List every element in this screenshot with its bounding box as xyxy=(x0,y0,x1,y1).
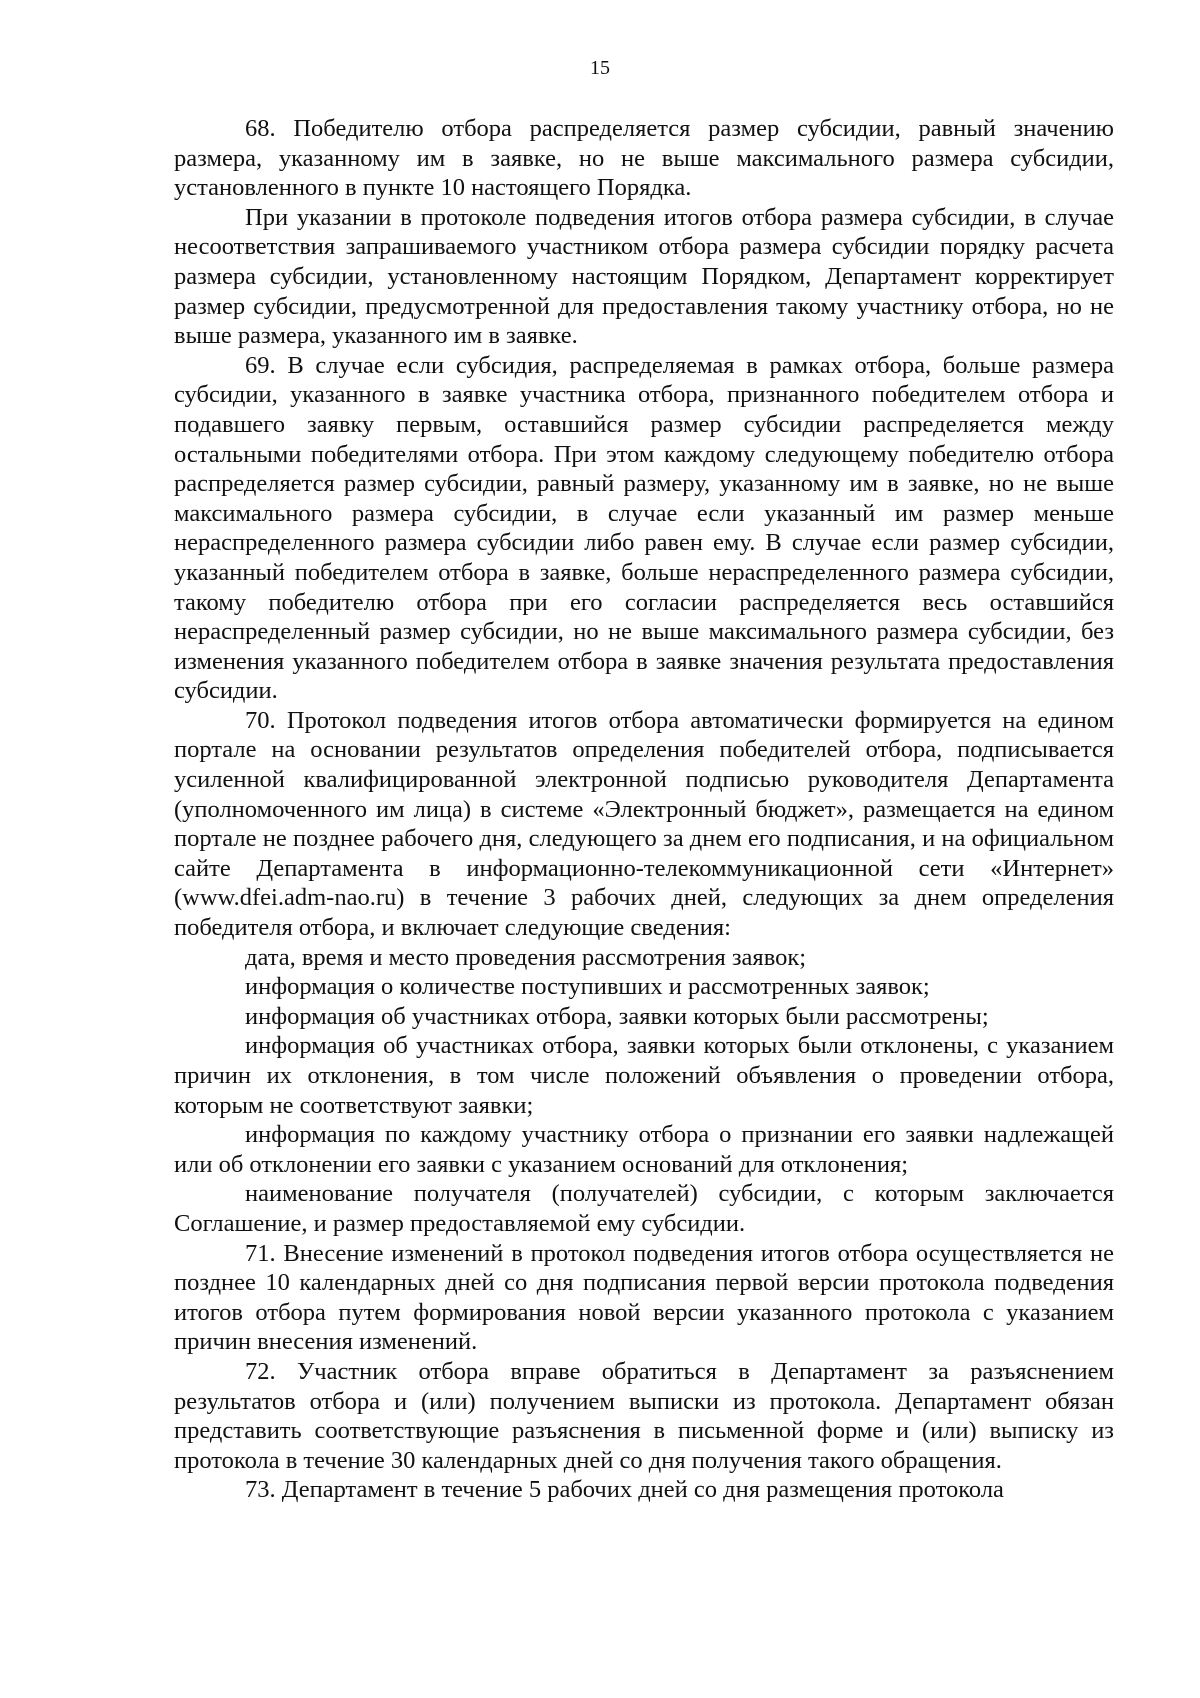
paragraph-73: 73. Департамент в течение 5 рабочих дней со дня размещения протокола xyxy=(245,1476,1004,1504)
list-item-rejected: информация об участниках отбора, заявки которых были отклонены, с указанием причин их отклонения, в том числе положений объявления о проведении отбора, которым не соответствуют заявки; xyxy=(174,1032,1114,1119)
list-item-reviewed: информация об участниках отбора, заявки которых были рассмотрены; xyxy=(245,1002,989,1030)
list-item-count: информация о количестве поступивших и рассмотренных заявок; xyxy=(245,973,930,1001)
list-item-recipient: наименование получателя (получателей) субсидии, с которым заключается Соглашение, и размер предоставляемой ему субсидии. xyxy=(174,1180,1114,1237)
list-item-each-participant: информация по каждому участнику отбора о признании его заявки надлежащей или об отклонении его заявки с указанием оснований для отклонения; xyxy=(174,1121,1114,1178)
paragraph-69: 69. В случае если субсидия, распределяемая в рамках отбора, больше размера субсидии, указанного в заявке участника отбора, признанного победителем отбора и подавшего заявку первым, оставшийся размер субсидии распределяется между остальными победителями отбора. При этом каждому следующему победителю отбора распределяется размер субсидии, равный размеру, указанному им в заявке, но не выше максимального размера субсидии, в случае если указанный им размер меньше нераспределенного размера субсидии либо равен ему. В случае если размер субсидии, указанный победителем отбора в заявке, больше нераспределенного размера субсидии, такому победителю отбора при его согласии распределяется весь оставшийся нераспределенный размер субсидии, но не выше максимального размера субсидии, без изменения указанного победителем отбора в заявке значения результата предоставления субсидии. xyxy=(174,351,1114,705)
page-number: 15 xyxy=(590,57,610,79)
paragraph-70: 70. Протокол подведения итогов отбора автоматически формируется на едином портале на основании результатов определения победителей отбора, подписывается усиленной квалифицированной электронной подписью руководителя Департамента (уполномоченного им лица) в системе «Электронный бюджет», размещается на едином портале не позднее рабочего дня, следующего за днем его подписания, и на официальном сайте Департамента в информационно-телекоммуникационной сети «Интернет» (www.dfei.adm-nao.ru) в течение 3 рабочих дней, следующих за днем определения победителя отбора, и включает следующие сведения: xyxy=(174,706,1114,942)
paragraph-72: 72. Участник отбора вправе обратиться в Департамент за разъяснением результатов отбора и (или) получением выписки из протокола. Департамент обязан представить соответствующие разъяснения в письменной форме и (или) выписку из протокола в течение 30 календарных дней со дня получения такого обращения. xyxy=(174,1357,1114,1474)
paragraph-68: 68. Победителю отбора распределяется размер субсидии, равный значению размера, указанному им в заявке, но не выше максимального размера субсидии, установленного в пункте 10 настоящего Порядка. xyxy=(174,115,1114,202)
paragraph-68-protocol: При указании в протоколе подведения итогов отбора размера субсидии, в случае несоответствия запрашиваемого участником отбора размера субсидии порядку расчета размера субсидии, установленному настоящим Порядком, Департамент корректирует размер субсидии, предусмотренной для предоставления такому участнику отбора, но не выше размера, указанного им в заявке. xyxy=(174,203,1114,350)
paragraph-71: 71. Внесение изменений в протокол подведения итогов отбора осуществляется не позднее 10 календарных дней со дня подписания первой версии протокола подведения итогов отбора путем формирования новой версии указанного протокола с указанием причин внесения изменений. xyxy=(174,1239,1114,1356)
list-item-date: дата, время и место проведения рассмотрения заявок; xyxy=(245,943,807,971)
body-text xyxy=(174,114,1114,1505)
